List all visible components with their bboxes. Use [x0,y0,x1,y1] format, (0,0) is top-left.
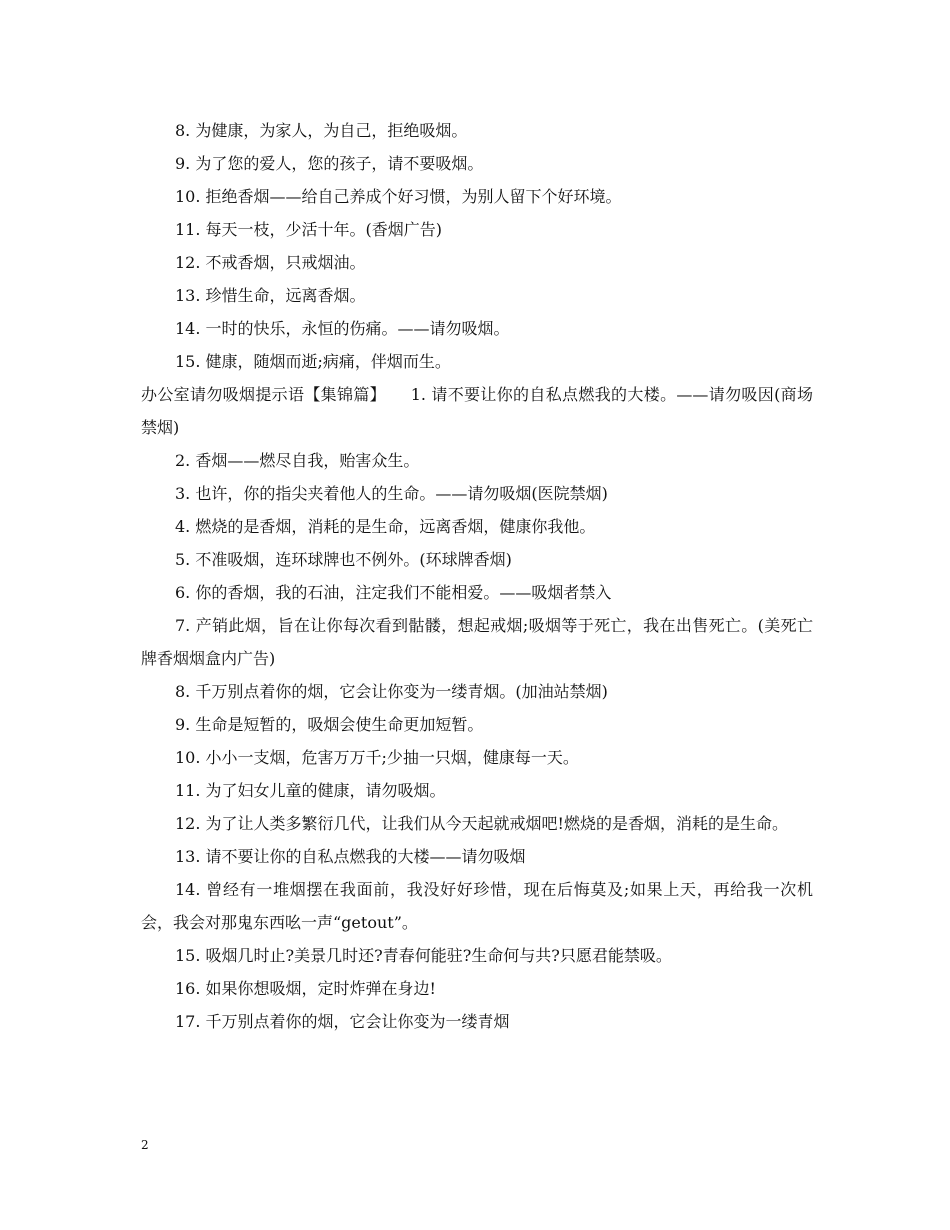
paragraph: 15. 吸烟几时止?美景几时还?青春何能驻?生命何与共?只愿君能禁吸。 [175,946,672,965]
paragraph: 17. 千万别点着你的烟，它会让你变为一缕青烟 [175,1012,510,1031]
paragraph: 11. 每天一枝，少活十年。(香烟广告) [175,220,443,239]
paragraph: 11. 为了妇女儿童的健康，请勿吸烟。 [175,781,446,800]
paragraph: 15. 健康，随烟而逝;病痛，伴烟而生。 [175,352,451,371]
paragraph: 4. 燃烧的是香烟，消耗的是生命，远离香烟，健康你我他。 [175,517,596,536]
paragraph: 13. 珍惜生命，远离香烟。 [175,286,366,305]
paragraph: 9. 为了您的爱人，您的孩子，请不要吸烟。 [175,154,484,173]
paragraph: 10. 拒绝香烟——给自己养成个好习惯，为别人留下个好环境。 [175,187,622,206]
paragraph: 5. 不准吸烟，连环球牌也不例外。(环球牌香烟) [175,550,512,569]
paragraph: 3. 也许，你的指尖夹着他人的生命。——请勿吸烟(医院禁烟) [175,484,608,503]
paragraph: 8. 千万别点着你的烟，它会让你变为一缕青烟。(加油站禁烟) [175,682,608,701]
paragraph: 8. 为健康，为家人，为自己，拒绝吸烟。 [175,121,468,140]
paragraph: 14. 曾经有一堆烟摆在我面前，我没好好珍惜，现在后悔莫及;如果上天，再给我一次机会，我会对那鬼东西吆一声“getout”。 [141,880,813,932]
paragraph: 12. 为了让人类多繁衍几代，让我们从今天起就戒烟吧!燃烧的是香烟，消耗的是生命。 [175,814,788,833]
paragraph: 12. 不戒香烟，只戒烟油。 [175,253,366,272]
paragraph: 6. 你的香烟，我的石油，注定我们不能相爱。——吸烟者禁入 [175,583,612,602]
paragraph: 16. 如果你想吸烟，定时炸弹在身边! [175,979,436,998]
paragraph: 2. 香烟——燃尽自我，贻害众生。 [175,451,420,470]
paragraph: 9. 生命是短暂的，吸烟会使生命更加短暂。 [175,715,484,734]
page-number: 2 [141,1138,149,1152]
paragraph: 7. 产销此烟，旨在让你每次看到骷髅，想起戒烟;吸烟等于死亡，我在出售死亡。(美死亡牌香烟烟盒内广告) [141,616,813,668]
paragraph: 13. 请不要让你的自私点燃我的大楼——请勿吸烟 [175,847,526,866]
paragraph: 14. 一时的快乐，永恒的伤痛。——请勿吸烟。 [175,319,510,338]
paragraph: 办公室请勿吸烟提示语【集锦篇】 1. 请不要让你的自私点燃我的大楼。——请勿吸因(商场禁烟) [141,385,813,437]
document-body [141,114,813,1038]
paragraph: 10. 小小一支烟，危害万万千;少抽一只烟，健康每一天。 [175,748,579,767]
